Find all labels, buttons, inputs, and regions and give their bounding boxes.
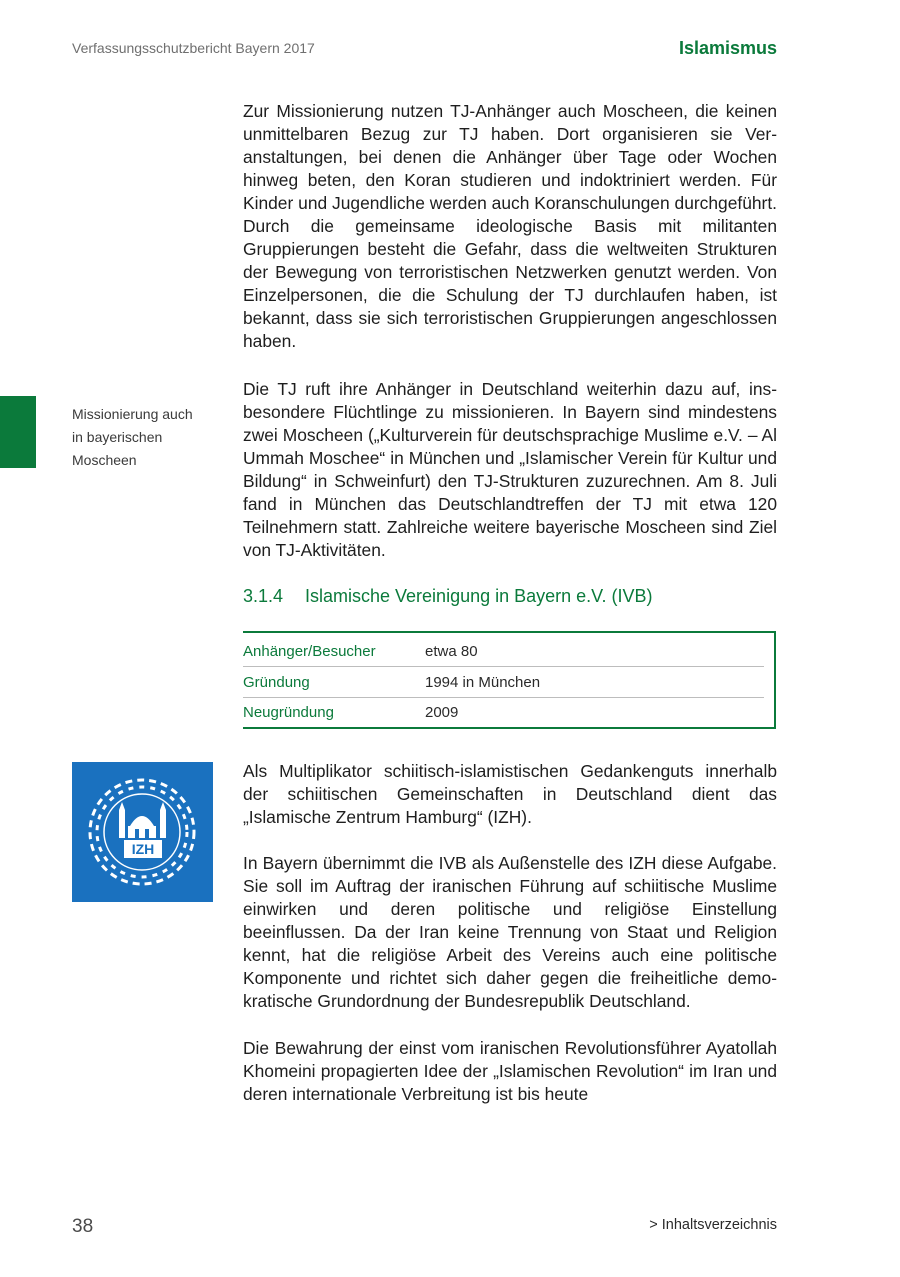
info-row	[243, 667, 764, 698]
logo-text: IZH	[131, 841, 155, 857]
info-label: Anhänger/Besucher	[243, 643, 376, 660]
body-paragraph: In Bayern übernimmt die IVB als Außenstelle des IZH diese Aufgabe. Sie soll im Auftrag der iranischen Führung auf schiitische Muslime einwirken und deren politische und religiöse Einstellung beeinflussen. Da der Iran keine Trennung von Staat und Religion kennt, hat die religiöse Arbeit des Vereins auch eine politische Komponente und richtet sich daher gegen die freiheitliche demokratische Grundordnung der Bundesrepublik Deutschland.	[243, 853, 777, 1011]
izh-logo	[72, 762, 213, 902]
marginal-note	[72, 403, 222, 472]
info-value: 2009	[425, 704, 459, 721]
marginal-note-line: Missionierung auch	[72, 406, 193, 422]
body-paragraph: Zur Missionierung nutzen TJ-Anhänger auch Moscheen, die keinen unmittelbaren Bezug zur TJ haben. Dort organisieren sie Veranstaltungen, bei denen die Anhänger über Tage oder Wochen hinweg beten, den Koran studieren und indoktriniert werden. Für Kinder und Jugendliche werden auch Koranschulungen durchgeführt. Durch die gemeinsame ideologische Basis mit militanten Gruppierungen besteht die Gefahr, dass die weltweiten Strukturen der Bewegung von terroristischen Netzwerken genutzt werden. Von Einzelpersonen, die die Schulung der TJ durchlaufen haben, ist bekannt, dass sie sich terroristischen Gruppierungen angeschlossen haben.	[243, 101, 777, 351]
info-label: Neugründung	[243, 704, 334, 721]
info-value: 1994 in München	[425, 674, 541, 691]
info-row	[243, 697, 764, 727]
section-number: 3.1.4	[243, 586, 284, 606]
chapter-marker	[0, 396, 36, 468]
report-title: Verfassungsschutzbericht Bayern 2017	[72, 40, 315, 56]
info-table	[243, 631, 776, 729]
mosque-emblem-icon	[72, 762, 213, 902]
info-row	[243, 636, 764, 667]
section-heading-text: Islamische Vereinigung in Bayern e.V. (IVB)	[305, 586, 653, 606]
body-paragraph: Die Bewahrung der einst vom iranischen Revolutionsführer Ayatollah Khomeini propagierten Idee der „Islamischen Revolution“ im Iran und deren internationale Verbreitung ist bis heute	[243, 1038, 777, 1104]
page-number: 38	[72, 1216, 94, 1237]
section-title: Islamismus	[678, 38, 777, 58]
toc-link[interactable]: > Inhaltsverzeichnis	[649, 1217, 777, 1233]
body-paragraph: Die TJ ruft ihre Anhänger in Deutschland weiterhin dazu auf, insbesondere Flüchtlinge zu missionieren. In Bayern sind mindestens zwei Moscheen („Kulturverein für deutschsprachige Muslime e.V. – Al Ummah Moschee“ in München und „Islamischer Verein für Kultur und Bildung“ in Schweinfurt) den TJ-Strukturen zuzurechnen. Am 8. Juli fand in München das Deutschlandtreffen der TJ mit etwa 120 Teilnehmern statt. Zahlreiche weitere bayerische Moscheen sind Ziel von TJ-Aktivitäten.	[243, 379, 777, 560]
info-value: etwa 80	[425, 643, 478, 660]
body-paragraph: Als Multiplikator schiitisch-islamistischen Gedankenguts innerhalb der schiitischen Gemeinschaften in Deutschland dient das „Islamische Zentrum Hamburg“ (IZH).	[243, 761, 777, 827]
section-heading	[243, 586, 653, 607]
info-label: Gründung	[243, 674, 310, 691]
marginal-note-line: in bayerischen	[72, 429, 163, 445]
marginal-note-line: Moscheen	[72, 452, 137, 468]
